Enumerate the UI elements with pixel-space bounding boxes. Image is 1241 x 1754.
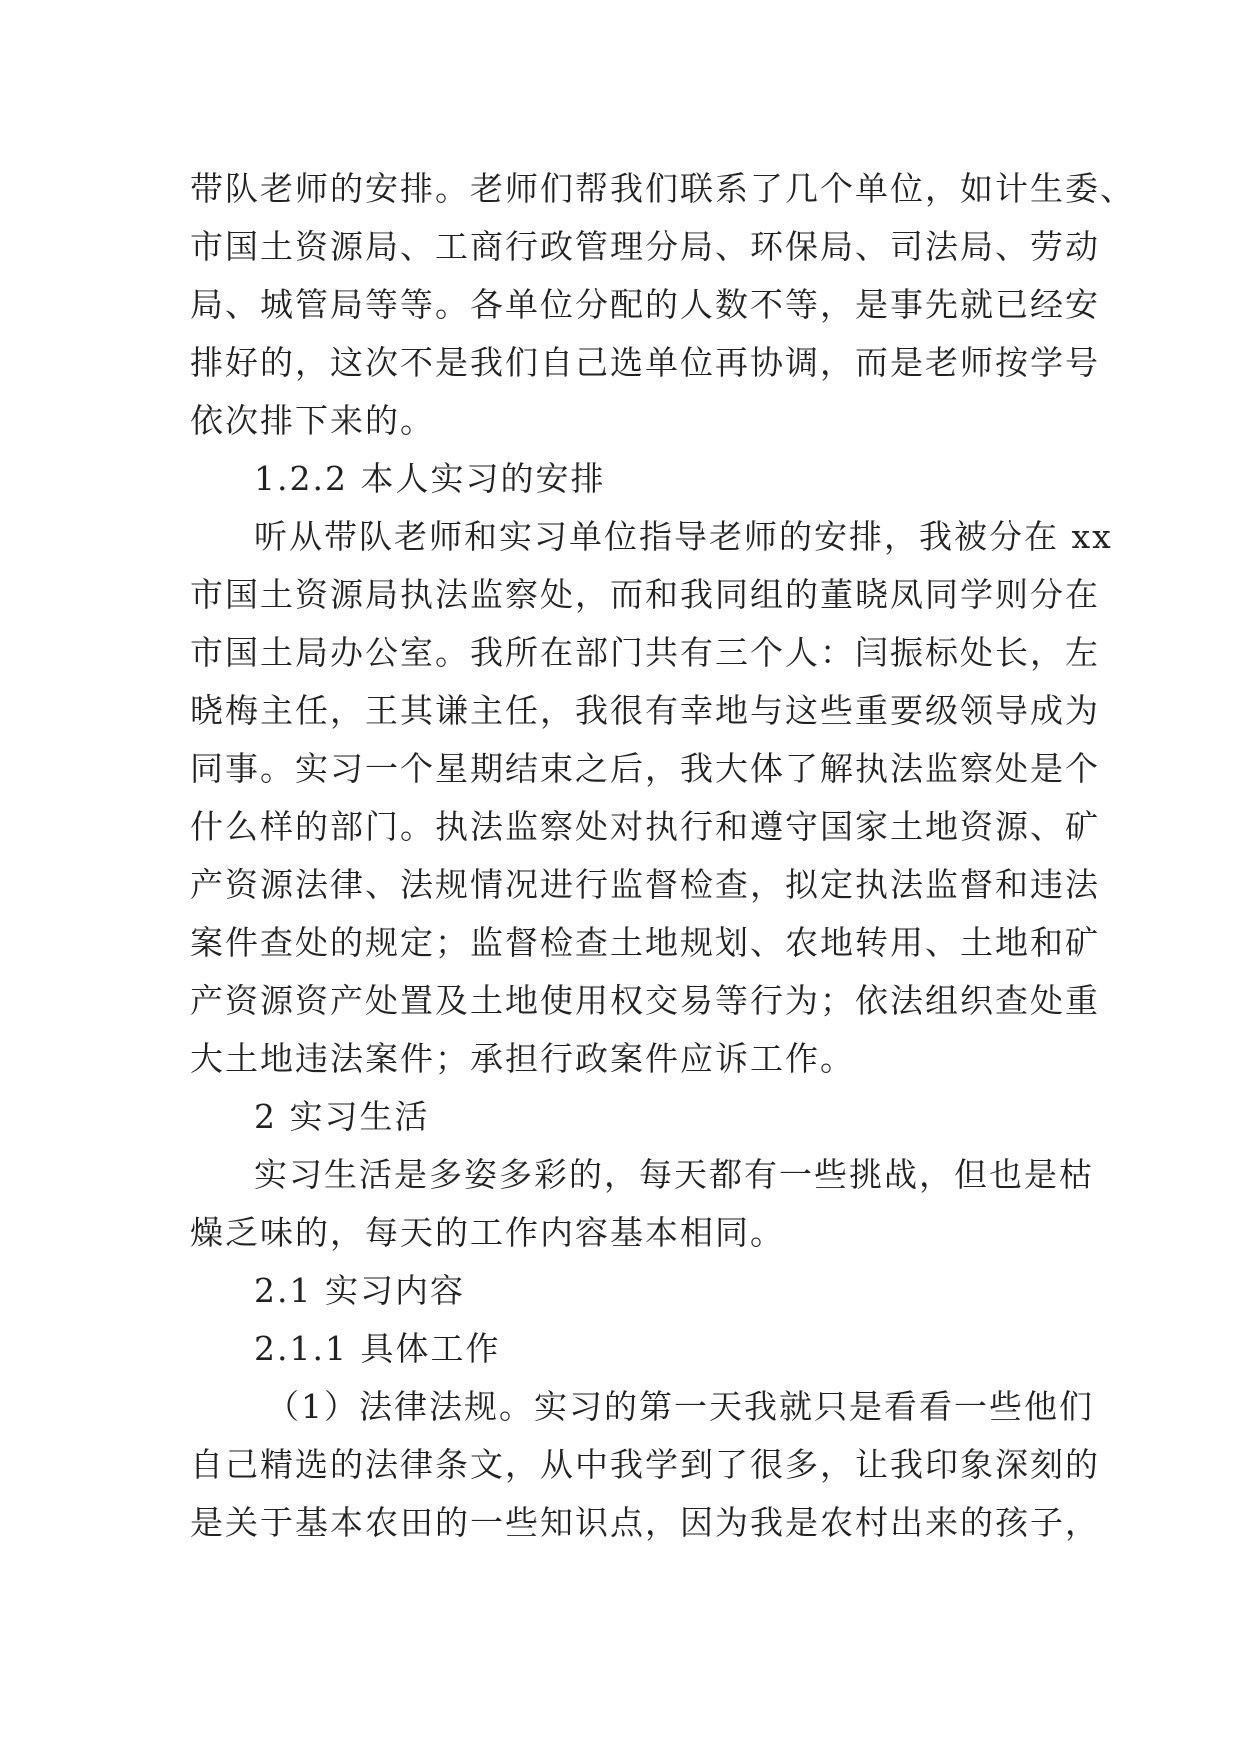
body-line: 同事。实习一个星期结束之后，我大体了解执法监察处是个: [190, 749, 1100, 788]
body-line: 产资源资产处置及土地使用权交易等行为；依法组织查处重: [190, 981, 1100, 1020]
section-heading: 2.1 实习内容: [254, 1271, 465, 1310]
document-body: [190, 160, 1135, 1552]
body-line: 市国土资源局、工商行政管理分局、环保局、司法局、劳动: [190, 227, 1100, 266]
body-line: 燥乏味的，每天的工作内容基本相同。: [190, 1213, 785, 1252]
body-line: 产资源法律、法规情况进行监督检查，拟定执法监督和违法: [190, 865, 1100, 904]
body-line: 依次排下来的。: [190, 401, 435, 440]
body-line: 局、城管局等等。各单位分配的人数不等，是事先就已经安: [190, 285, 1100, 324]
body-line: 市国土资源局执法监察处，而和我同组的董晓凤同学则分在: [190, 575, 1100, 614]
body-line: 市国土局办公室。我所在部门共有三个人：闫振标处长，左: [190, 633, 1100, 672]
body-line: 晓梅主任，王其谦主任，我很有幸地与这些重要级领导成为: [190, 691, 1100, 730]
section-heading: 2 实习生活: [254, 1097, 430, 1136]
paragraph-start: 实习生活是多姿多彩的，每天都有一些挑战，但也是枯: [254, 1155, 1094, 1194]
body-line: 自己精选的法律条文，从中我学到了很多，让我印象深刻的: [190, 1445, 1100, 1484]
paragraph-start: （1）法律法规。实习的第一天我就只是看看一些他们: [266, 1387, 1094, 1426]
body-line: 什么样的部门。执法监察处对执行和遵守国家土地资源、矿: [190, 807, 1100, 846]
body-line: 是关于基本农田的一些知识点，因为我是农村出来的孩子，: [190, 1503, 1100, 1542]
body-line: 排好的，这次不是我们自己选单位再协调，而是老师按学号: [190, 343, 1100, 382]
body-line: 大土地违法案件；承担行政案件应诉工作。: [190, 1039, 855, 1078]
body-line: 带队老师的安排。老师们帮我们联系了几个单位，如计生委、: [190, 169, 1135, 208]
body-line: 案件查处的规定；监督检查土地规划、农地转用、土地和矿: [190, 923, 1100, 962]
section-heading: 1.2.2 本人实习的安排: [254, 459, 606, 498]
paragraph-start: 听从带队老师和实习单位指导老师的安排，我被分在 xx: [254, 517, 1113, 556]
section-heading: 2.1.1 具体工作: [254, 1329, 501, 1368]
